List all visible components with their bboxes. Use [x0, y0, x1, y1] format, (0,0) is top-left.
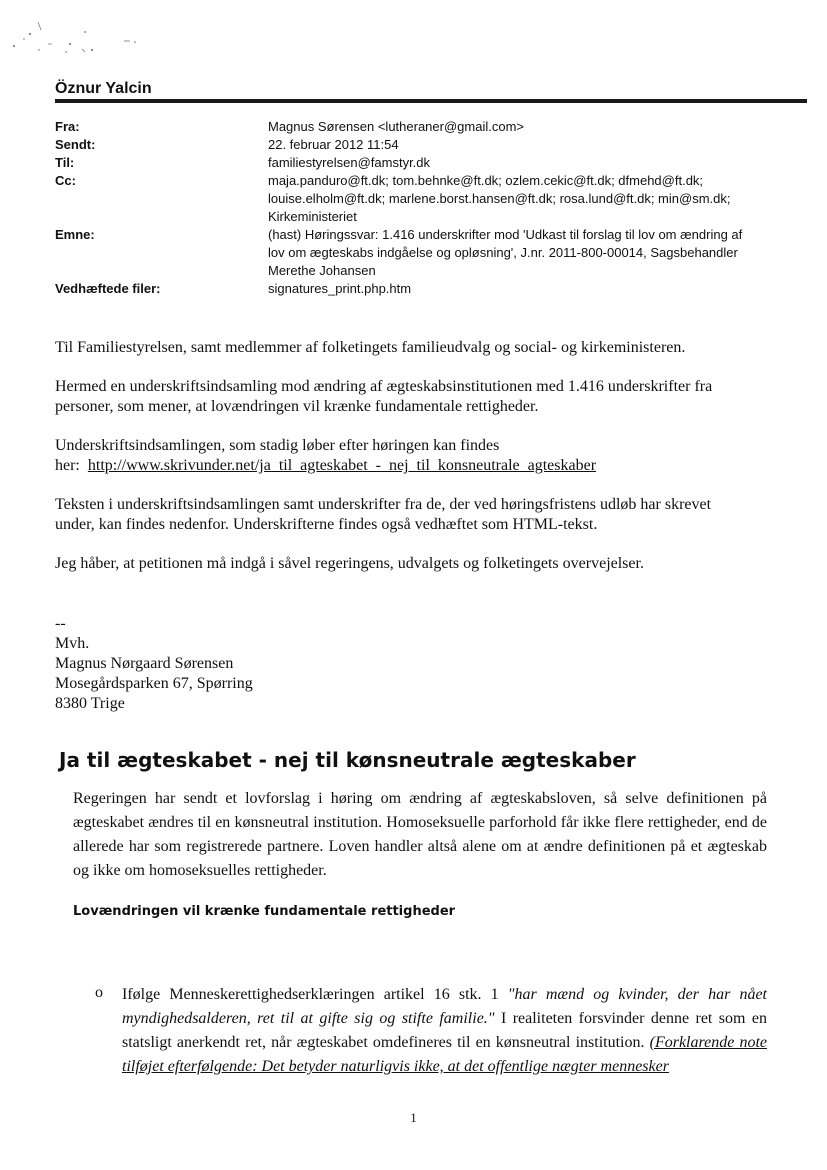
body-paragraph: Til Familiestyrelsen, samt medlemmer af folketingets familieudvalg og social- og kirkeministeren. — [55, 339, 686, 356]
to-value: familiestyrelsen@famstyr.dk — [268, 155, 431, 170]
to-label: Til: — [55, 155, 75, 170]
signature-city: 8380 Trige — [55, 695, 125, 712]
signature-name: Magnus Nørgaard Sørensen — [55, 655, 234, 672]
body-line: her: — [55, 457, 80, 474]
signature-street: Mosegårdsparken 67, Spørring — [55, 675, 253, 692]
bullet-lead: Ifølge Menneskerettighedserklæringen artikel 16 stk. 1 — [122, 986, 508, 1003]
petition-intro: Regeringen har sendt et lovforslag i høring om ændring af ægteskabsloven, så selve definitionen på ægteskabet ændres til en kønsneutral institution. Homoseksuelle parforhold får ikke flere rettigheder, end de allerede har som registrerede partnere. Loven handler altså alene om at ændre definitionen på et ægteskab og ikke om homoseksuelles rettigheder. — [73, 790, 767, 879]
sent-row — [55, 136, 795, 154]
petition-link[interactable]: http://www.skrivunder.net/ja_til_agteskabet_-_nej_til_konsneutrale_agteskaber — [87, 457, 597, 474]
subject-label: Emne: — [55, 227, 95, 242]
body-line: Hermed en underskriftsindsamling mod ændring af ægteskabsinstitutionen med 1.416 underskrifter fra — [55, 378, 713, 395]
subject-line: lov om ægteskabs indgåelse og opløsning', J.nr. 2011-800-00014, Sagsbehandler — [268, 245, 738, 260]
subject-line: Merethe Johansen — [268, 263, 376, 278]
bullet-note: (Forklarende note tilføjet efterfølgende: Det betyder naturligvis ikke, at det offentlige nægter mennesker — [122, 1034, 767, 1075]
from-value: Magnus Sørensen <lutheraner@gmail.com> — [268, 119, 524, 134]
body-paragraph: Jeg håber, at petitionen må indgå i såvel regeringens, udvalgets og folketingets overvejelser. — [55, 555, 644, 572]
header-divider — [55, 99, 807, 103]
body-line: personer, som mener, at lovændringen vil krænke fundamentale rettigheder. — [55, 398, 539, 415]
attachments-label: Vedhæftede filer: — [55, 281, 161, 296]
bullet-middle: I realiteten forsvinder denne ret som en statsligt anerkendt ret, når ægteskabet omdefineres til en kønsneutral institution. — [122, 1010, 768, 1051]
sender-name: Öznur Yalcin — [55, 80, 152, 97]
body-paragraph — [55, 495, 775, 535]
from-label: Fra: — [55, 119, 80, 134]
body-paragraph — [55, 436, 775, 476]
sent-label: Sendt: — [55, 137, 96, 152]
petition-heading: Ja til ægteskabet - nej til kønsneutrale ægteskaber — [59, 748, 636, 772]
bullet-quote: "har mænd og kvinder, der har nået myndighedsalderen, ret til at gifte sig og stifte familie." — [122, 986, 767, 1027]
body-line: Teksten i underskriftsindsamlingen samt underskrifter fra de, der ved høringsfristens udløb har skrevet — [55, 496, 712, 513]
signature-greeting: Mvh. — [55, 635, 90, 652]
scan-specks — [10, 12, 150, 57]
bullet-marker: o — [95, 984, 103, 1001]
body-paragraph — [55, 377, 775, 417]
cc-line: maja.panduro@ft.dk; tom.behnke@ft.dk; ozlem.cekic@ft.dk; dfmehd@ft.dk; — [268, 173, 704, 188]
email-body — [55, 338, 775, 714]
bullet-text — [122, 983, 767, 1079]
cc-line: louise.elholm@ft.dk; marlene.borst.hansen@ft.dk; rosa.lund@ft.dk; min@sm.dk; — [268, 191, 731, 206]
body-line: Underskriftsindsamlingen, som stadig løber efter høringen kan findes — [55, 437, 500, 454]
body-line: under, kan findes nedenfor. Underskrifterne findes også vedhæftet som HTML-tekst. — [55, 516, 598, 533]
subject-line: (hast) Høringssvar: 1.416 underskrifter mod 'Udkast til forslag til lov om ændring af — [268, 227, 743, 242]
to-row — [55, 154, 795, 172]
attachment-file: signatures_print.php.htm — [268, 281, 412, 296]
petition-subheading: Lovændringen vil krænke fundamentale rettigheder — [73, 904, 456, 919]
subject-row — [55, 226, 795, 280]
cc-line: Kirkeministeriet — [268, 209, 357, 224]
email-header — [55, 118, 795, 298]
attachments-row — [55, 280, 795, 298]
page-number: 1 — [410, 1110, 417, 1125]
sent-value: 22. februar 2012 11:54 — [268, 137, 399, 152]
cc-label: Cc: — [55, 173, 76, 188]
from-row — [55, 118, 795, 136]
signature-separator: -- — [55, 615, 66, 632]
cc-row — [55, 172, 795, 226]
signature — [55, 614, 775, 714]
